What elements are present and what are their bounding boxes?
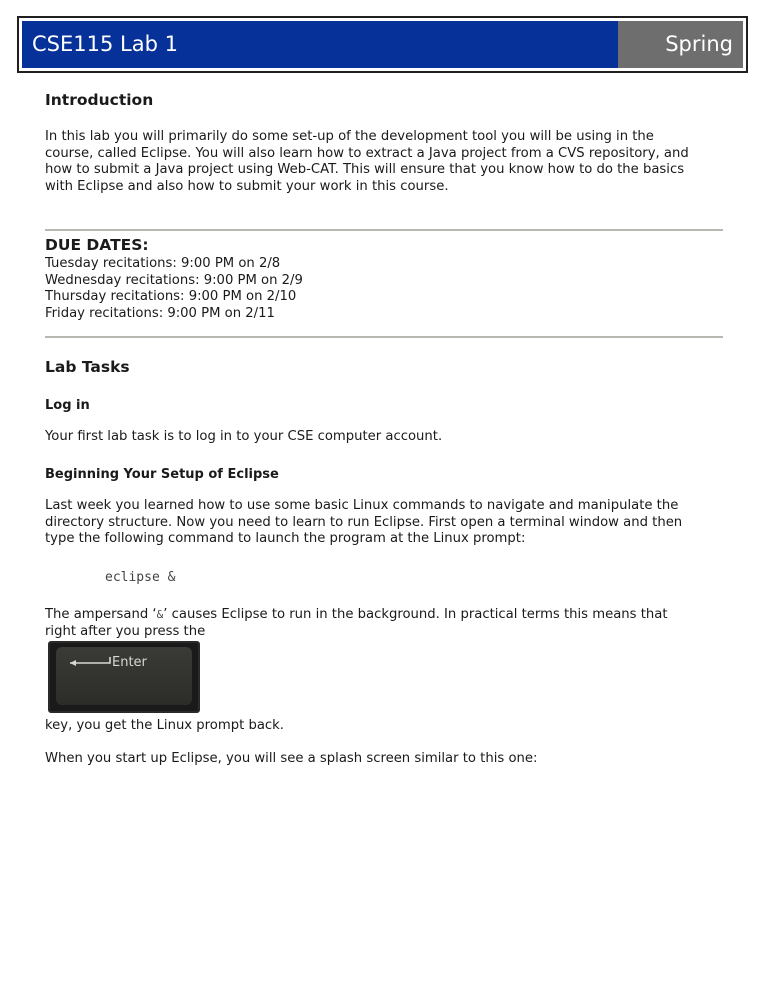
- eclipse-command: eclipse &: [105, 570, 176, 585]
- splash-line: When you start up Eclipse, you will see a splash screen similar to this one:: [45, 751, 538, 766]
- due-date-item: Tuesday recitations: 9:00 PM on 2/8: [45, 256, 281, 271]
- press-line: right after you press the: [45, 623, 206, 639]
- ampersand-char: &: [156, 608, 164, 621]
- divider-bottom: [45, 336, 723, 338]
- introduction-line: In this lab you will primarily do some set-up of the development tool you will be using in the: [45, 129, 654, 144]
- login-text: Your first lab task is to log in to your CSE computer account.: [45, 429, 443, 444]
- divider-top: [45, 229, 723, 231]
- setup-line: Last week you learned how to use some basic Linux commands to navigate and manipulate the: [45, 498, 679, 513]
- enter-key-image: [48, 641, 200, 713]
- due-date-item: Friday recitations: 9:00 PM on 2/11: [45, 305, 275, 321]
- introduction-heading: Introduction: [45, 91, 154, 109]
- enter-key-label: Enter: [112, 655, 147, 670]
- due-date-item: Thursday recitations: 9:00 PM on 2/10: [45, 289, 297, 304]
- course-lab-title: CSE115 Lab 1: [22, 21, 618, 68]
- ampersand-post: ’ causes Eclipse to run in the background. In practical terms this means that: [163, 607, 668, 622]
- ampersand-line: [45, 607, 725, 624]
- enter-arrow-icon: [68, 655, 112, 669]
- due-date-item: Wednesday recitations: 9:00 PM on 2/9: [45, 272, 303, 288]
- after-key-line: key, you get the Linux prompt back.: [45, 718, 284, 733]
- login-subheading: Log in: [45, 398, 90, 413]
- setup-subheading: Beginning Your Setup of Eclipse: [45, 467, 279, 482]
- lab-tasks-heading: Lab Tasks: [45, 358, 130, 376]
- due-dates-heading: DUE DATES:: [45, 236, 149, 254]
- term-label: Spring 2016: [618, 21, 743, 68]
- introduction-line: course, called Eclipse. You will also learn how to extract a Java project from a CVS repository, and: [45, 145, 689, 161]
- introduction-line: with Eclipse and also how to submit your work in this course.: [45, 178, 449, 194]
- ampersand-pre: The ampersand ‘: [45, 607, 157, 622]
- setup-line: directory structure. Now you need to learn to run Eclipse. First open a terminal window and then: [45, 514, 683, 530]
- setup-line: type the following command to launch the program at the Linux prompt:: [45, 531, 526, 546]
- introduction-line: how to submit a Java project using Web-CAT. This will ensure that you know how to do the basics: [45, 162, 685, 177]
- enter-key-cap: [56, 647, 192, 705]
